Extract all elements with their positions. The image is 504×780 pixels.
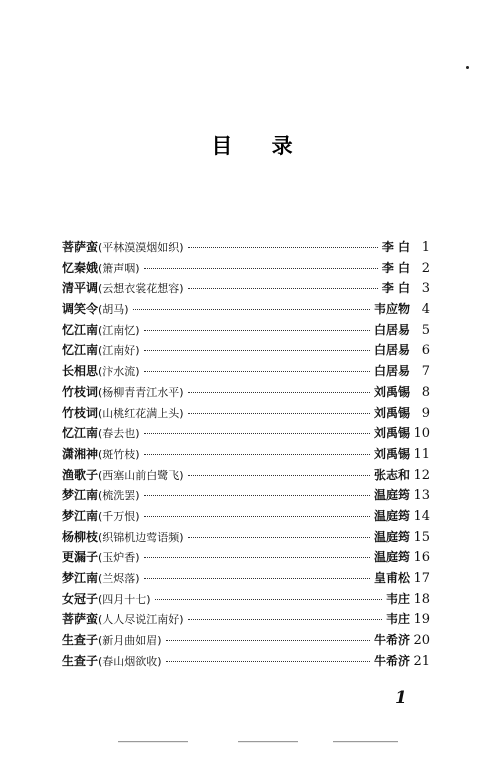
entry-subtitle: (千万恨) [98,509,140,523]
page-title: 目 录 [211,134,309,158]
entry-author: 牛希济 [373,653,410,668]
toc-entry[interactable] [62,568,430,589]
entry-page-number: 21 [413,653,430,669]
entry-author: 白居易 [373,343,410,358]
entry-title: 竹枝词 [62,384,99,399]
toc-entry[interactable] [62,465,430,486]
entry-title: 更漏子 [62,550,99,565]
entry-title: 忆江南 [62,343,99,358]
toc-entry[interactable] [62,651,430,672]
entry-page-number: 2 [421,260,430,276]
entry-author: 温庭筠 [373,529,410,544]
table-of-contents [62,237,430,671]
entry-author: 韦庄 [385,591,410,606]
entry-subtitle: (春山烟欲收) [98,654,162,668]
entry-page-number: 16 [413,550,430,566]
entry-page-number: 13 [413,488,430,504]
dot-leader [144,577,370,579]
entry-page-number: 10 [413,426,430,442]
entry-subtitle: (春去也) [98,427,140,441]
toc-entry[interactable] [62,382,430,403]
dot-leader [144,453,370,455]
entry-page-number: 17 [413,571,430,586]
dot-leader [166,639,370,641]
dot-leader [144,515,370,517]
entry-subtitle: (新月曲如眉) [98,634,162,648]
entry-page-number: 1 [421,240,430,255]
scan-speck [466,66,469,69]
dot-leader [188,287,378,289]
dot-leader [144,329,370,331]
dot-leader [144,349,370,351]
entry-author: 温庭筠 [373,508,410,523]
toc-entry[interactable] [62,320,430,341]
entry-title: 梦江南 [62,571,99,585]
toc-entry[interactable] [62,340,430,361]
entry-title: 忆江南 [62,426,99,441]
toc-entry[interactable] [62,485,430,506]
entry-title: 渔歌子 [62,467,99,482]
dot-leader [144,267,378,269]
entry-author: 韦应物 [373,302,410,317]
toc-entry[interactable] [62,237,430,258]
entry-title: 生查子 [62,633,99,648]
entry-page-number: 8 [421,384,430,400]
dot-leader [188,391,370,393]
entry-page-number: 6 [421,343,430,359]
entry-author: 刘禹锡 [373,405,410,420]
entry-subtitle: (汴水流) [98,365,140,379]
entry-page-number: 11 [413,446,430,462]
entry-subtitle: (斑竹枝) [98,447,140,461]
entry-subtitle: (兰烬落) [98,572,140,585]
entry-title: 女冠子 [62,591,99,606]
entry-author: 温庭筠 [373,488,410,503]
entry-title: 杨柳枝 [62,529,99,544]
scan-specks [118,740,398,744]
entry-title: 清平调 [62,281,99,296]
entry-subtitle: (梳洗罢) [98,489,140,503]
entry-author: 张志和 [373,467,410,482]
entry-title: 忆江南 [62,322,99,337]
entry-subtitle: (人人尽说江南好) [98,613,184,627]
entry-page-number: 7 [421,364,430,380]
entry-title: 长相思 [62,364,99,379]
entry-page-number: 12 [413,467,430,483]
entry-title: 菩萨蛮 [62,612,99,627]
dot-leader [144,494,370,496]
entry-author: 韦庄 [385,612,410,627]
entry-subtitle: (西塞山前白鹭飞) [98,468,184,482]
entry-author: 刘禹锡 [373,446,410,461]
entry-author: 李 白 [381,260,410,275]
page-number: 1 [395,688,407,708]
dot-leader [144,370,370,372]
entry-author: 刘禹锡 [373,384,410,399]
entry-page-number: 15 [413,529,430,545]
entry-subtitle: (杨柳青青江水平) [98,385,184,399]
entry-page-number: 19 [413,612,430,628]
toc-entry[interactable] [62,403,430,424]
toc-entry[interactable] [62,630,430,651]
entry-author: 牛希济 [373,633,410,648]
toc-entry[interactable] [62,547,430,568]
toc-entry[interactable] [62,278,430,299]
entry-author: 皇甫松 [373,571,410,585]
dot-leader [188,474,370,476]
dot-leader [144,556,370,558]
toc-entry[interactable] [62,423,430,444]
entry-title: 生查子 [62,653,99,668]
entry-subtitle: (织锦机边莺语频) [98,530,184,544]
entry-subtitle: (江南好) [98,344,140,358]
dot-leader [188,412,370,414]
entry-subtitle: (山桃红花满上头) [98,406,184,420]
entry-title: 潇湘神 [62,446,99,461]
entry-title: 菩萨蛮 [62,240,99,254]
entry-subtitle: (箫声咽) [98,261,140,275]
entry-page-number: 14 [413,508,430,524]
entry-subtitle: (胡马) [98,303,129,317]
entry-author: 刘禹锡 [373,426,410,441]
entry-title: 竹枝词 [62,405,99,420]
toc-entry[interactable] [62,589,430,610]
entry-author: 白居易 [373,364,410,379]
entry-subtitle: (云想衣裳花想容) [98,282,184,296]
entry-page-number: 3 [421,281,430,297]
dot-leader [133,308,370,310]
entry-author: 白居易 [373,322,410,337]
entry-subtitle: (江南忆) [98,323,140,337]
toc-entry[interactable] [62,299,430,320]
entry-title: 梦江南 [62,508,99,523]
dot-leader [144,432,370,434]
entry-author: 温庭筠 [373,550,410,565]
entry-page-number: 9 [421,405,430,421]
entry-page-number: 5 [421,322,430,338]
entry-title: 梦江南 [62,488,99,503]
entry-page-number: 18 [413,591,430,607]
dot-leader [188,246,378,248]
toc-entry[interactable] [62,444,430,465]
toc-entry[interactable] [62,361,430,382]
entry-subtitle: (四月十七) [98,592,151,606]
dot-leader [188,618,382,620]
entry-author: 李 白 [381,281,410,296]
entry-page-number: 20 [413,633,430,649]
toc-entry[interactable] [62,258,430,279]
entry-title: 忆秦娥 [62,260,99,275]
dot-leader [166,660,370,662]
toc-entry[interactable] [62,527,430,548]
entry-page-number: 4 [421,302,430,318]
toc-entry[interactable] [62,506,430,527]
entry-subtitle: (玉炉香) [98,551,140,565]
entry-author: 李 白 [381,240,410,254]
entry-title: 调笑令 [62,302,99,317]
entry-subtitle: (平林漠漠烟如织) [98,241,184,254]
toc-entry[interactable] [62,609,430,630]
dot-leader [188,536,370,538]
dot-leader [155,598,382,600]
